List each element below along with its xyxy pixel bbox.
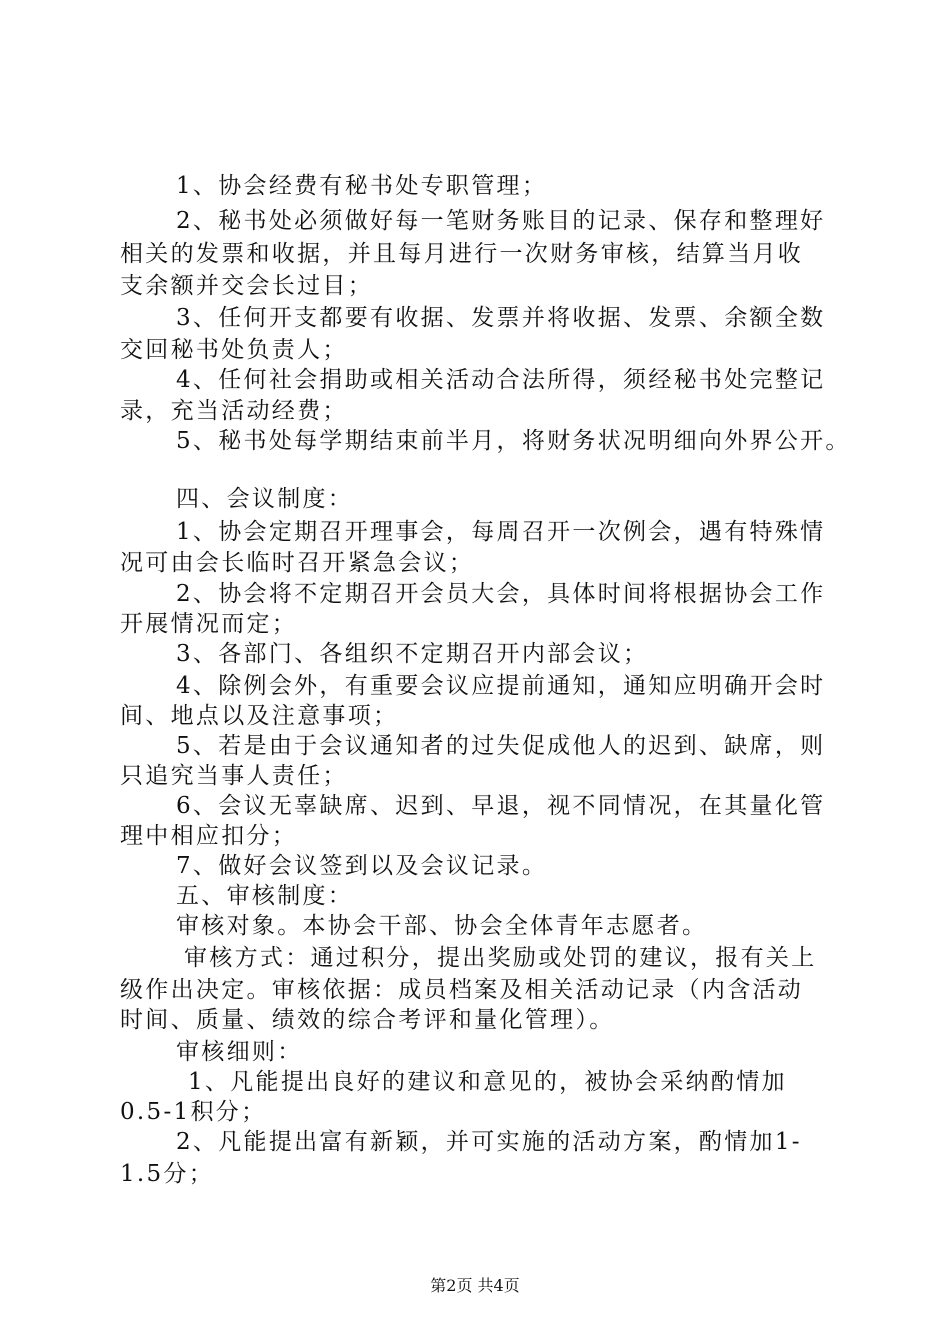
text-line-16: 4、除例会外，有重要会议应提前通知，通知应明确开会时 (176, 673, 826, 699)
text-line-31: 2、凡能提出富有新颖，并可实施的活动方案，酌情加1- (176, 1129, 802, 1155)
text-line-24: 审核对象。本协会干部、协会全体青年志愿者。 (176, 913, 708, 939)
text-line-13: 2、协会将不定期召开会员大会，具体时间将根据协会工作 (176, 581, 826, 607)
text-line-4: 支余额并交会长过目； (120, 273, 373, 299)
text-line-29: 1、凡能提出良好的建议和意见的，被协会采纳酌情加 (188, 1069, 787, 1095)
text-line-15: 3、各部门、各组织不定期召开内部会议； (176, 641, 649, 667)
text-line-25: 审核方式：通过积分，提出奖励或处罚的建议，报有关上 (184, 945, 817, 971)
text-line-19: 只追究当事人责任； (120, 763, 348, 789)
text-line-17: 间、地点以及注意事项； (120, 703, 399, 729)
text-line-2: 2、秘书处必须做好每一笔财务账目的记录、保存和整理好 (176, 208, 826, 234)
page-footer: 第2页 共4页 (430, 1276, 520, 1295)
text-line-18: 5、若是由于会议通知者的过失促成他人的迟到、缺席，则 (176, 733, 826, 759)
text-line-7: 4、任何社会捐助或相关活动合法所得，须经秘书处完整记 (176, 367, 826, 393)
text-line-30: 0.5-1积分； (120, 1099, 267, 1125)
text-line-6: 交回秘书处负责人； (120, 337, 348, 363)
text-line-20: 6、会议无辜缺席、迟到、早退，视不同情况，在其量化管 (176, 793, 826, 819)
section-heading-meeting: 四、会议制度： (176, 486, 354, 512)
text-line-9: 5、秘书处每学期结束前半月，将财务状况明细向外界公开。 (176, 428, 851, 454)
text-line-5: 3、任何开支都要有收据、发票并将收据、发票、余额全数 (176, 305, 826, 331)
text-line-32: 1.5分； (120, 1161, 215, 1187)
text-line-26: 级作出决定。审核依据：成员档案及相关活动记录（内含活动 (120, 977, 804, 1003)
text-line-27: 时间、质量、绩效的综合考评和量化管理）。 (120, 1007, 615, 1033)
text-line-11: 1、协会定期召开理事会，每周召开一次例会，遇有特殊情 (176, 519, 826, 545)
text-line-21: 理中相应扣分； (120, 823, 298, 849)
text-line-12: 况可由会长临时召开紧急会议； (120, 550, 475, 576)
text-line-1: 1、协会经费有秘书处专职管理； (176, 173, 548, 199)
text-line-3: 相关的发票和收据，并且每月进行一次财务审核，结算当月收 (120, 241, 804, 267)
text-line-8: 录，充当活动经费； (120, 398, 348, 424)
text-line-28: 审核细则： (176, 1039, 303, 1065)
text-line-14: 开展情况而定； (120, 611, 298, 637)
text-line-22: 7、做好会议签到以及会议记录。 (176, 853, 548, 879)
section-heading-review: 五、审核制度： (176, 883, 354, 909)
